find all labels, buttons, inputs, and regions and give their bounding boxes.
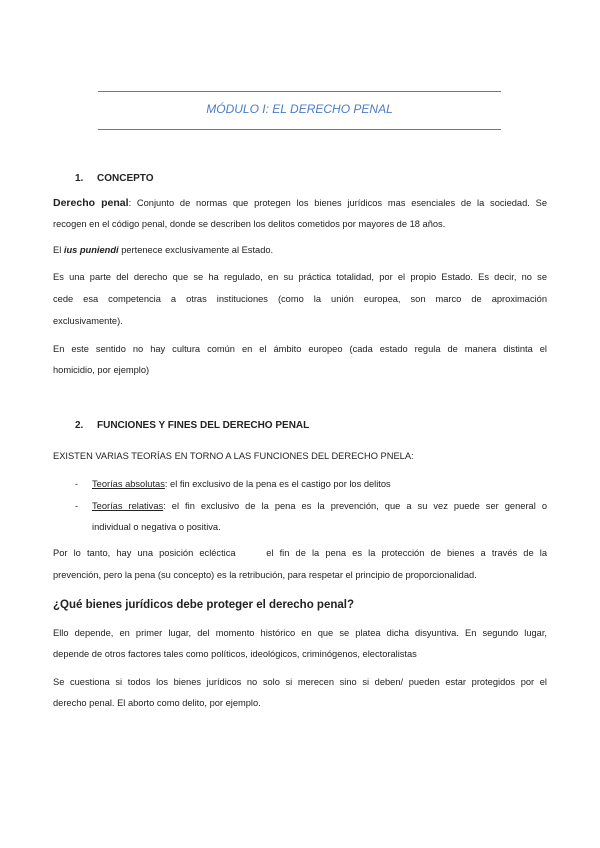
question-heading: ¿Qué bienes jurídicos debe proteger el derecho penal? (53, 599, 354, 611)
list-item (75, 477, 569, 491)
list-item (75, 499, 547, 513)
term: Teorías relativas (92, 501, 164, 511)
section-title: CONCEPTO (97, 173, 154, 184)
term-derecho-penal: Derecho penal (53, 197, 129, 209)
paragraph-line: cede esa competencia a otras instituciones (como la unión europea, son marco de aproximación (53, 294, 547, 304)
paragraph-line: Se cuestiona si todos los bienes jurídicos no solo si merecen sino si deben/ pueden estar protegidos por el (53, 677, 547, 687)
paragraph-line: recogen en el código penal, donde se describen los delitos cometidos por mayores de 18 años. (53, 219, 446, 229)
paragraph-line (53, 196, 547, 210)
text: : el fin exclusivo de la pena es la prevención, que a su vez puede ser general o (163, 501, 547, 511)
paragraph-line: Por lo tanto, hay una posición ecléctica el fin de la pena es la protección de bienes a través de la (53, 548, 547, 558)
paragraph-line: depende de otros factores tales como políticos, ideológicos, criminógenos, electoralistas (53, 649, 417, 659)
section-number: 2. (75, 420, 84, 431)
list-item-continuation: individual o negativa o positiva. (92, 522, 221, 532)
section-heading-concepto (75, 172, 569, 186)
page-title: MÓDULO I: EL DERECHO PENAL (206, 102, 393, 116)
text: pertenece exclusivamente al Estado. (118, 245, 274, 255)
paragraph-line: homicidio, por ejemplo) (53, 365, 150, 375)
section-number: 1. (75, 173, 84, 184)
paragraph-line: En este sentido no hay cultura común en el ámbito europeo (cada estado regula de manera distinta el (53, 344, 547, 354)
paragraph-line: Ello depende, en primer lugar, del momento histórico en que se platea dicha disyuntiva. En segundo lugar, (53, 628, 547, 638)
paragraph-line: Es una parte del derecho que se ha regulado, en su práctica totalidad, por el propio Estado. Es decir, no se (53, 272, 547, 282)
text: El (53, 245, 64, 255)
bullet-dash: - (75, 479, 79, 489)
paragraph-line (53, 243, 547, 257)
term-ius-puniendi: ius puniendi (63, 245, 119, 255)
text: : Conjunto de normas que protegen los bienes jurídicos mas esenciales de la sociedad. Se (128, 198, 547, 208)
title-rule-top (98, 91, 501, 92)
paragraph-line: prevención, pero la pena (su concepto) es la retribución, para respetar el principio de proporcionalidad. (53, 570, 477, 580)
text: : el fin exclusivo de la pena es el castigo por los delitos (164, 479, 391, 489)
term: Teorías absolutas (92, 479, 165, 489)
paragraph-line: EXISTEN VARIAS TEORÍAS EN TORNO A LAS FUNCIONES DEL DERECHO PNELA: (53, 451, 414, 461)
paragraph-line: derecho penal. El aborto como delito, por ejemplo. (53, 698, 261, 708)
paragraph-line: exclusivamente). (53, 316, 123, 326)
bullet-dash: - (75, 501, 79, 511)
title-rule-bottom (98, 129, 501, 130)
section-title: FUNCIONES Y FINES DEL DERECHO PENAL (97, 420, 310, 431)
section-heading-funciones (75, 419, 569, 433)
